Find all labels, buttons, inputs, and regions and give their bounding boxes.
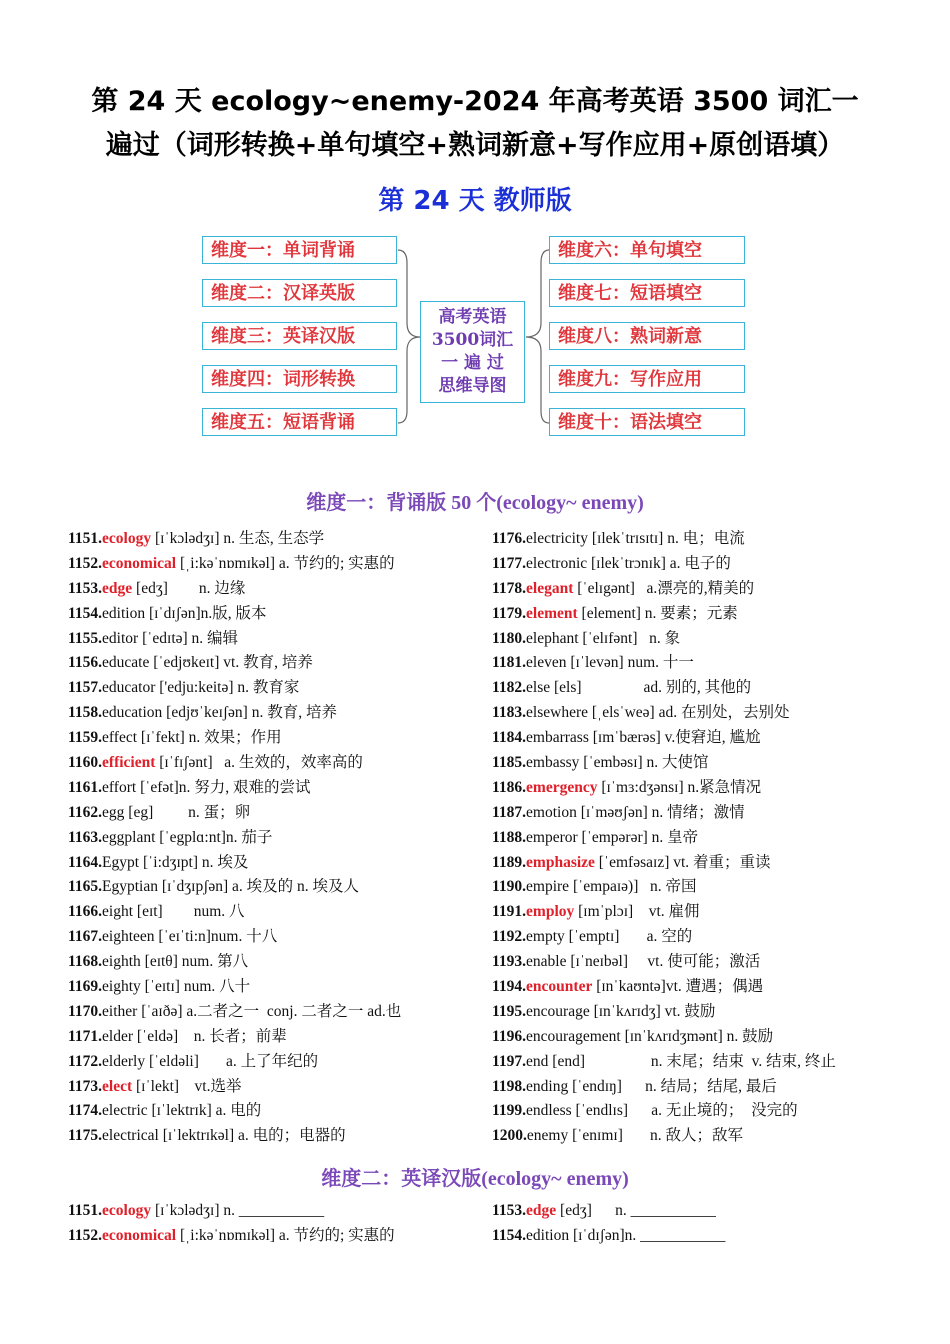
vocab-entry (492, 751, 912, 776)
entry-word: eggplant (102, 828, 156, 846)
entry-number: 1177. (492, 554, 527, 572)
entry-definition: [ˈedɪtə] n. 编辑 (138, 629, 239, 647)
mindmap-right-item: 维度六：单句填空 (549, 236, 745, 264)
entry-word: efficient (102, 754, 156, 772)
entry-word: editor (102, 629, 139, 647)
mindmap-left-item: 维度二：汉译英版 (202, 279, 397, 307)
entry-word: enemy (526, 1127, 569, 1145)
vocab-entry (492, 950, 912, 975)
vocab-entry (492, 875, 912, 900)
vocab-entry (492, 776, 912, 801)
entry-word: effort (102, 778, 137, 796)
entry-number: 1159. (68, 729, 103, 747)
entry-definition: [ˈegplɑ:nt]n. 茄子 (155, 828, 273, 846)
entry-definition: [ɪlekˈtrɪsɪtɪ] n. 电；电流 (588, 530, 745, 547)
entry-word: ecology (102, 530, 152, 547)
mindmap-center-line: 一 遍 过 (441, 353, 504, 373)
entry-word: emotion (526, 803, 577, 821)
vocab-entry (68, 1075, 488, 1100)
vocab-entry (492, 527, 912, 552)
vocab-entry (68, 801, 488, 826)
vocab-entry (492, 975, 912, 1000)
document-title (40, 80, 910, 168)
entry-word: elderly (102, 1052, 146, 1070)
entry-word: electricity (526, 530, 588, 547)
section2-heading: 维度二：英译汉版(ecology~ enemy) (321, 1168, 629, 1190)
vocab-entry (68, 1050, 488, 1075)
entry-definition: [ɪˈlektrɪk] a. 电的 (147, 1102, 262, 1120)
entry-number: 1164. (68, 853, 103, 871)
mindmap-right-item: 维度九：写作应用 (549, 365, 745, 393)
entry-number: 1178. (492, 579, 527, 597)
entry-number: 1191. (492, 903, 527, 921)
mindmap-left-item: 维度五：短语背诵 (202, 408, 397, 436)
entry-word: embarrass (526, 729, 589, 747)
entry-definition: [ɪˈlekt] vt.选举 (132, 1077, 242, 1095)
entry-number: 1194. (492, 978, 527, 996)
entry-number: 1176. (492, 530, 527, 547)
mindmap-center-line: 思维导图 (438, 376, 507, 396)
entry-word: emergency (526, 778, 598, 796)
section2-left-column (68, 1199, 488, 1249)
entry-word: encourage (526, 1002, 590, 1020)
vocab-entry (492, 651, 912, 676)
mindmap-left-item: 维度四：词形转换 (202, 365, 397, 393)
entry-definition: [ˈaɪðə] a.二者之一 conj. 二者之一 ad.也 (137, 1002, 402, 1020)
vocab-entry (68, 701, 488, 726)
entry-definition: [ˈeldə] n. 长者；前辈 (133, 1027, 287, 1045)
entry-number: 1152. (68, 554, 103, 572)
vocab-entry (492, 1025, 912, 1050)
vocab-entry (492, 1050, 912, 1075)
vocab-entry (492, 851, 912, 876)
entry-number: 1155. (68, 629, 103, 647)
entry-definition: [ˌelsˈweə] ad. 在别处，去别处 (588, 704, 790, 722)
entry-number: 1182. (492, 679, 527, 697)
vocab-entry (68, 1224, 488, 1249)
entry-word: ending (526, 1077, 569, 1095)
vocab-entry (492, 1199, 912, 1224)
vocab-entry (68, 552, 488, 577)
entry-word: element (526, 604, 578, 622)
entry-definition: [ɪˈdɪʃən]n. ___________ (569, 1226, 726, 1244)
entry-number: 1166. (68, 903, 103, 921)
vocab-entry (68, 875, 488, 900)
entry-word: eighty (102, 978, 141, 996)
entry-word: electric (102, 1102, 148, 1120)
entry-definition: ['edju:keitə] n. 教育家 (155, 679, 300, 697)
entry-word: electronic (526, 554, 588, 572)
subtitle: 第 24 天 教师版 (378, 186, 572, 216)
vocab-entry (492, 1124, 912, 1149)
entry-word: egg (102, 803, 125, 821)
entry-word: elegant (526, 579, 574, 597)
entry-number: 1170. (68, 1002, 103, 1020)
vocab-entry (492, 676, 912, 701)
vocab-entry (68, 726, 488, 751)
entry-number: 1200. (492, 1127, 527, 1145)
vocab-entry (492, 602, 912, 627)
vocab-entry (68, 1000, 488, 1025)
entry-word: educate (102, 654, 150, 672)
entry-number: 1196. (492, 1027, 527, 1045)
entry-word: elder (102, 1027, 134, 1045)
entry-word: economical (102, 1226, 177, 1244)
entry-definition: [ɪˈmɜ:dʒənsɪ] n.紧急情况 (597, 778, 762, 796)
entry-number: 1186. (492, 778, 527, 796)
entry-definition: [ɪnˈkaʊntə]vt. 遭遇；偶遇 (592, 978, 764, 996)
entry-definition: [ɪˈfɪʃənt] a. 生效的，效率高的 (155, 754, 363, 772)
entry-definition: [element] n. 要素；元素 (577, 604, 738, 622)
entry-word: elsewhere (526, 704, 588, 722)
entry-number: 1180. (492, 629, 527, 647)
entry-word: empire (526, 878, 570, 896)
vocab-entry (68, 776, 488, 801)
vocab-entry (68, 925, 488, 950)
entry-word: encouragement (526, 1027, 621, 1045)
entry-number: 1189. (492, 853, 527, 871)
vocab-entry (68, 751, 488, 776)
entry-definition: [ɪnˈkʌrɪdʒmənt] n. 鼓励 (620, 1027, 774, 1045)
vocab-entry (492, 552, 912, 577)
entry-number: 1152. (68, 1226, 103, 1244)
mindmap-center-line: 3500词汇 (431, 330, 514, 350)
entry-number: 1172. (68, 1052, 103, 1070)
entry-number: 1181. (492, 654, 527, 672)
entry-definition: [ɪˈlektrɪkəl] a. 电的；电器的 (158, 1127, 346, 1145)
entry-word: either (102, 1002, 138, 1020)
entry-word: Egypt (102, 853, 140, 871)
entry-definition: [ˈembəsɪ] n. 大使馆 (579, 754, 709, 772)
entry-number: 1197. (492, 1052, 527, 1070)
entry-word: eleven (526, 654, 567, 672)
vocab-entry (492, 627, 912, 652)
entry-number: 1183. (492, 704, 527, 722)
section1-left-column (68, 527, 488, 1149)
vocab-entry (68, 651, 488, 676)
entry-definition: [ˈempaɪə)] n. 帝国 (569, 878, 697, 896)
entry-number: 1188. (492, 828, 527, 846)
vocab-entry (492, 1224, 912, 1249)
vocab-entry (68, 602, 488, 627)
vocab-entry (68, 527, 488, 552)
entry-definition: [ɪˈkɔlədʒɪ] n. ___________ (151, 1202, 325, 1219)
entry-definition: [ˈelɪfənt] n. 象 (578, 629, 681, 647)
entry-definition: [els] ad. 别的, 其他的 (550, 679, 752, 697)
entry-definition: [ˌi:kəˈnɒmɪkəl] a. 节约的; 实惠的 (176, 554, 395, 572)
entry-word: education (102, 704, 163, 722)
entry-definition: [ˈenɪmɪ] n. 敌人；敌军 (568, 1127, 743, 1145)
vocab-entry (68, 627, 488, 652)
entry-number: 1151. (68, 530, 103, 547)
entry-definition: [ˈemptɪ] a. 空的 (564, 928, 693, 946)
entry-definition: [ɪnˈkʌrɪdʒ] vt. 鼓励 (589, 1002, 716, 1020)
entry-number: 1198. (492, 1077, 527, 1095)
entry-definition: [edjʊˈkeɪʃən] n. 教育, 培养 (162, 704, 337, 722)
entry-number: 1173. (68, 1077, 103, 1095)
entry-word: effect (102, 729, 138, 747)
vocab-entry (492, 900, 912, 925)
vocab-entry (68, 676, 488, 701)
entry-number: 1156. (68, 654, 103, 672)
entry-definition: [ˈeɪtɪ] num. 八十 (140, 978, 251, 996)
entry-word: electrical (102, 1127, 159, 1145)
entry-number: 1168. (68, 953, 103, 971)
entry-word: edition (526, 1226, 570, 1244)
entry-definition: [ɪˈkɔlədʒɪ] n. 生态, 生态学 (151, 530, 325, 547)
entry-definition: [eɪt] num. 八 (133, 903, 245, 921)
title-line-1: 第 24 天 ecology~enemy-2024 年高考英语 3500 词汇一 (91, 86, 859, 117)
entry-number: 1171. (68, 1027, 103, 1045)
left-brace (398, 250, 420, 423)
entry-definition: [ɪˈdʒɪpʃən] a. 埃及的 n. 埃及人 (158, 878, 360, 896)
vocab-entry (68, 950, 488, 975)
vocab-entry (68, 1025, 488, 1050)
entry-word: edge (526, 1202, 557, 1219)
entry-number: 1187. (492, 803, 527, 821)
entry-word: embassy (526, 754, 580, 772)
entry-word: empty (526, 928, 565, 946)
entry-word: emperor (526, 828, 578, 846)
section2-right-column (492, 1199, 912, 1249)
entry-definition: [ˈendlɪs] a. 无止境的； 没完的 (571, 1102, 798, 1120)
entry-number: 1167. (68, 928, 103, 946)
entry-number: 1192. (492, 928, 527, 946)
entry-definition: [ˈefət]n. 努力, 艰难的尝试 (136, 778, 311, 796)
entry-word: edge (102, 579, 133, 597)
entry-number: 1175. (68, 1127, 103, 1145)
entry-number: 1169. (68, 978, 103, 996)
vocab-entry (68, 900, 488, 925)
entry-number: 1153. (492, 1202, 527, 1219)
entry-word: Egyptian (102, 878, 158, 896)
entry-word: economical (102, 554, 177, 572)
entry-definition: [ɪˈlevən] num. 十一 (566, 654, 694, 672)
entry-word: elephant (526, 629, 579, 647)
entry-number: 1154. (68, 604, 103, 622)
entry-number: 1165. (68, 878, 103, 896)
entry-number: 1184. (492, 729, 527, 747)
entry-definition: [ˈedjʊkeɪt] vt. 教育, 培养 (149, 654, 313, 672)
vocab-entry (68, 851, 488, 876)
vocab-entry (68, 1124, 488, 1149)
section1-heading: 维度一：背诵版 50 个(ecology~ enemy) (306, 492, 644, 514)
entry-word: endless (526, 1102, 572, 1120)
entry-definition: [ˌi:kəˈnɒmɪkəl] a. 节约的; 实惠的 (176, 1226, 395, 1244)
entry-word: eighteen (102, 928, 155, 946)
mindmap-center (420, 301, 525, 403)
entry-word: emphasize (526, 853, 595, 871)
section1-right-column (492, 527, 912, 1149)
vocab-entry (68, 975, 488, 1000)
entry-definition: [eg] n. 蛋；卵 (124, 803, 251, 821)
entry-number: 1153. (68, 579, 103, 597)
entry-number: 1154. (492, 1226, 527, 1244)
vocab-entry (68, 577, 488, 602)
mindmap-center-line: 高考英语 (438, 307, 507, 327)
entry-number: 1160. (68, 754, 103, 772)
vocab-entry (492, 577, 912, 602)
entry-number: 1193. (492, 953, 527, 971)
entry-definition: [ɪˈdɪʃən]n.版, 版本 (145, 604, 267, 622)
mindmap-right-item: 维度七：短语填空 (549, 279, 745, 307)
entry-number: 1151. (68, 1202, 103, 1219)
entry-word: edition (102, 604, 146, 622)
mindmap-left-item: 维度三：英译汉版 (202, 322, 397, 350)
entry-word: employ (526, 903, 575, 921)
entry-word: end (526, 1052, 549, 1070)
entry-definition: [ɪlekˈtrɔnɪk] a. 电子的 (587, 554, 731, 572)
entry-definition: [ˈeɪˈti:n]num. 十八 (154, 928, 278, 946)
entry-word: else (526, 679, 551, 697)
entry-number: 1157. (68, 679, 103, 697)
vocab-entry (492, 826, 912, 851)
vocab-entry (492, 726, 912, 751)
entry-number: 1158. (68, 704, 103, 722)
vocab-entry (492, 1099, 912, 1124)
mindmap-right-item: 维度八：熟词新意 (549, 322, 745, 350)
entry-definition: [ɪˈməʊʃən] n. 情绪；激情 (576, 803, 745, 821)
entry-definition: [eɪtθ] num. 第八 (140, 953, 249, 971)
entry-word: ecology (102, 1202, 152, 1219)
vocab-entry (68, 826, 488, 851)
entry-number: 1195. (492, 1002, 527, 1020)
mindmap-left-item: 维度一：单词背诵 (202, 236, 397, 264)
title-line-2: 遍过（词形转换+单句填空+熟词新意+写作应用+原创语填） (105, 130, 845, 161)
entry-definition: [ˈi:dʒɪpt] n. 埃及 (139, 853, 249, 871)
entry-definition: [ˈemfəsaɪz] vt. 着重；重读 (594, 853, 771, 871)
vocab-entry (68, 1199, 488, 1224)
entry-number: 1199. (492, 1102, 527, 1120)
entry-word: encounter (526, 978, 593, 996)
vocab-entry (492, 801, 912, 826)
entry-number: 1185. (492, 754, 527, 772)
entry-definition: [ˈelɪgənt] a.漂亮的,精美的 (573, 579, 755, 597)
entry-number: 1163. (68, 828, 103, 846)
entry-number: 1162. (68, 803, 103, 821)
entry-number: 1174. (68, 1102, 103, 1120)
entry-definition: [ˈeldəli] a. 上了年纪的 (145, 1052, 319, 1070)
entry-definition: [ɪmˈplɔɪ] vt. 雇佣 (574, 903, 700, 921)
right-brace (526, 250, 549, 423)
entry-definition: [edʒ] n. ___________ (556, 1202, 716, 1219)
entry-definition: [end] n. 末尾；结束 v. 结束, 终止 (548, 1052, 836, 1070)
entry-definition: [ɪmˈbærəs] v.使窘迫, 尴尬 (588, 729, 761, 747)
entry-definition: [ˈendɪŋ] n. 结局；结尾, 最后 (568, 1077, 777, 1095)
entry-definition: [ˈempərər] n. 皇帝 (577, 828, 699, 846)
vocab-entry (492, 1000, 912, 1025)
entry-word: elect (102, 1077, 133, 1095)
entry-word: enable (526, 953, 567, 971)
entry-definition: [ɪˈfekt] n. 效果；作用 (137, 729, 282, 747)
entry-word: educator (102, 679, 156, 697)
vocab-entry (492, 1075, 912, 1100)
entry-definition: [ɪˈneɪbəl] vt. 使可能；激活 (566, 953, 761, 971)
vocab-entry (68, 1099, 488, 1124)
entry-number: 1190. (492, 878, 527, 896)
entry-definition: [edʒ] n. 边缘 (132, 579, 246, 597)
vocab-entry (492, 701, 912, 726)
entry-word: eight (102, 903, 134, 921)
entry-word: eighth (102, 953, 141, 971)
vocab-entry (492, 925, 912, 950)
mindmap-right-item: 维度十：语法填空 (549, 408, 745, 436)
entry-number: 1161. (68, 778, 103, 796)
entry-number: 1179. (492, 604, 527, 622)
